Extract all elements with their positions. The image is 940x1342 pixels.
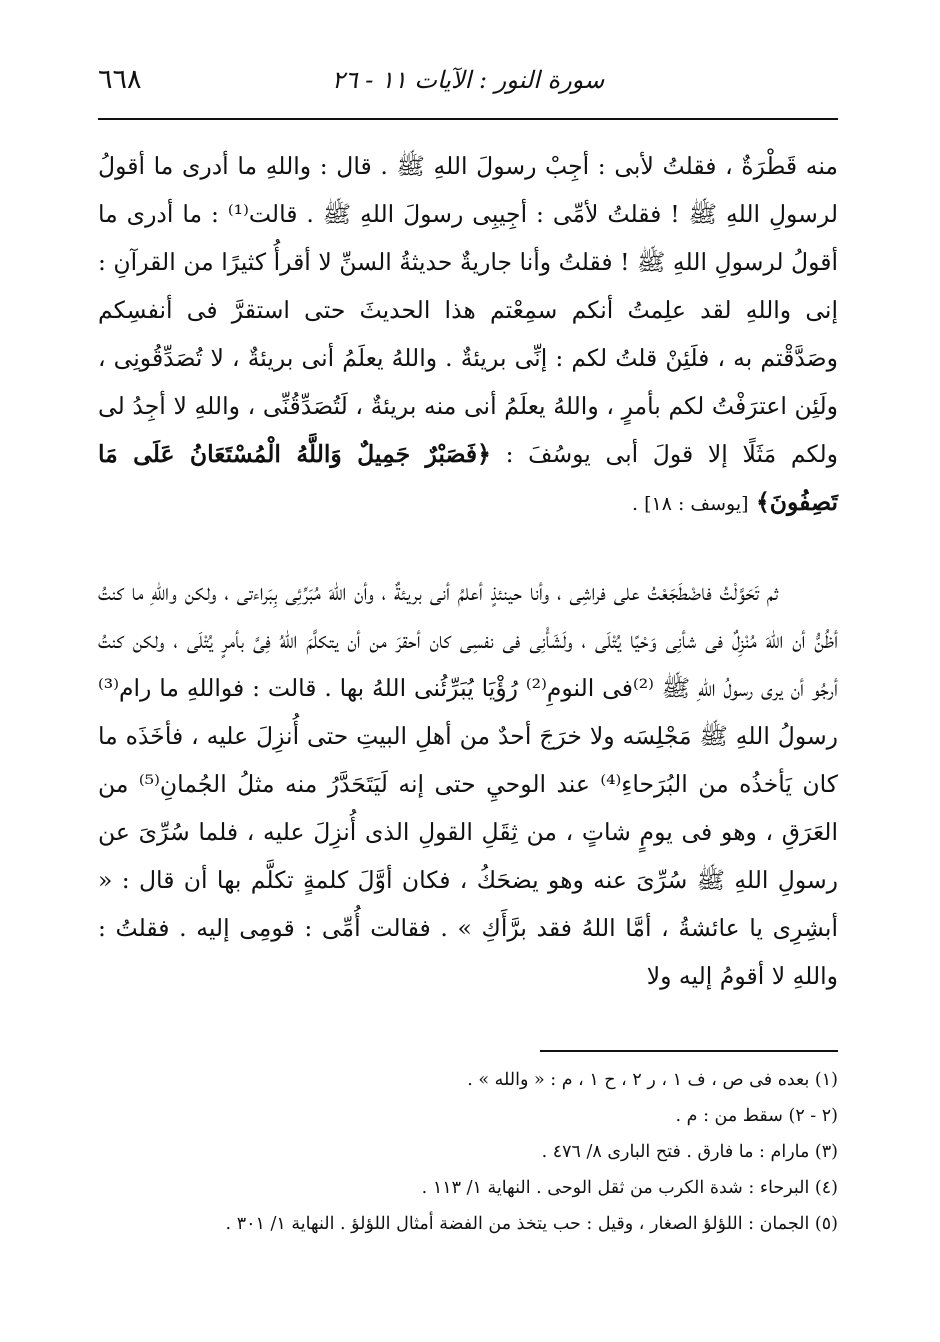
surah-title: سورة النور : الآيات ١١ - ٢٦: [331, 66, 605, 94]
quran-verse: ﴿فَصَبْرٌ جَمِيلٌ وَاللَّهُ الْمُسْتَعَانُ عَلَى مَا تَصِفُونَ﴾: [98, 440, 838, 516]
footnote-5: (٥) الجمان : اللؤلؤ الصغار ، وقيل : حب يتخذ من الفضة أمثال اللؤلؤ . النهاية ١/ ٣٠١ .: [225, 1214, 838, 1234]
paragraph-2: [98, 568, 838, 1000]
footnotes-list: [98, 1062, 838, 1242]
paragraph-1: [98, 142, 838, 528]
footnote-1: (١) بعده فى ص ، ف ١ ، ر ٢ ، ح ١ ، م : « والله » .: [467, 1070, 838, 1090]
paragraph-2-text: ثم تَحَوَّلْتُ فاضْطَجَعْتُ على فراشِى ، وأنا حينئذٍ أعلمُ أنى بريئةٌ ، وأن اللهَ مُبَرِّئِى بِبَراءتى ، ولكن واللهِ ما كنتُ أظُنُّ أن اللهَ مُنْزِلٌ فى شأنِى وَحْيًا يُتْلَى ، ولَشَأْنِى فى نفسِى كان أحقرَ من أن يتكلَّمَ اللهُ فِىَّ بأمرٍ يُتْلَى ، ولكن كنتُ أرجُو أن يرى رسولُ اللهِ ﷺ ⁽²⁾فى النومِ⁽²⁾ رُؤْيَا يُبَرِّئُنى اللهُ بها . قالت : فواللهِ ما رام⁽³⁾ رسولُ اللهِ ﷺ مَجْلِسَه ولا خرَجَ أحدٌ من أهلِ البيتِ حتى أُنزِلَ عليه ، فأخَذَه ما كان يَأخذُه من البُرَحاءِ⁽⁴⁾ عند الوحيِ حتى إنه لَيَتَحَدَّرُ منه مثلُ الجُمانِ⁽⁵⁾ من العَرَقِ ، وهو فى يومٍ شاتٍ ، من ثِقَلِ القولِ الذى أُنزِلَ عليه ، فلما سُرِّىَ عن رسولِ اللهِ ﷺ سُرِّىَ عنه وهو يضحَكُ ، فكان أوَّلَ كلمةٍ تكلَّم بها أن قال : « أبشِرِى يا عائشةُ ، أمَّا اللهُ فقد برَّأَكِ » . فقالت أُمِّى : قومِى إليه . فقلتُ : واللهِ لا أقومُ إليه ولا: [98, 578, 838, 990]
footnote-2: (٢ - ٢) سقط من : م .: [675, 1106, 838, 1126]
footnote-rule: [540, 1050, 838, 1052]
footnote-4: (٤) البرحاء : شدة الكرب من ثقل الوحى . النهاية ١/ ١١٣ .: [421, 1178, 838, 1198]
header-rule: [98, 118, 838, 120]
footnote-3: (٣) مارام : ما فارق . فتح البارى ٨/ ٤٧٦ .: [541, 1142, 838, 1162]
page-number: ٦٦٨: [98, 64, 142, 95]
running-head: [98, 56, 838, 100]
verse-reference: [يوسف : ١٨] .: [632, 493, 749, 515]
paragraph-1-text: منه قَطْرَةٌ ، فقلتُ لأبى : أجِبْ رسولَ اللهِ ﷺ . قال : واللهِ ما أدرى ما أقولُ لرسولِ اللهِ ﷺ ! فقلتُ لأمِّى : أجِيبِى رسولَ اللهِ ﷺ . قالت⁽¹⁾ : ما أدرى ما أقولُ لرسولِ اللهِ ﷺ ! فقلتُ وأنا جاريةٌ حديثةُ السنِّ لا أقرأُ كثيرًا من القرآنِ : إنى واللهِ لقد علِمتُ أنكم سمِعْتم هذا الحديثَ حتى استقرَّ فى أنفسِكم وصَدَّقْتم به ، فلَئِنْ قلتُ لكم : إنِّى بريئةٌ . واللهُ يعلَمُ أنى بريئةٌ ، لا تُصَدِّقُونِى ، ولَئِن اعترَفْتُ لكم بأمرٍ ، واللهُ يعلَمُ أنى منه بريئةٌ ، لَتُصَدِّقُنِّى ، واللهِ لا أجِدُ لى ولكم مَثَلًا إلا قولَ أبى يوسُفَ :: [98, 152, 838, 468]
